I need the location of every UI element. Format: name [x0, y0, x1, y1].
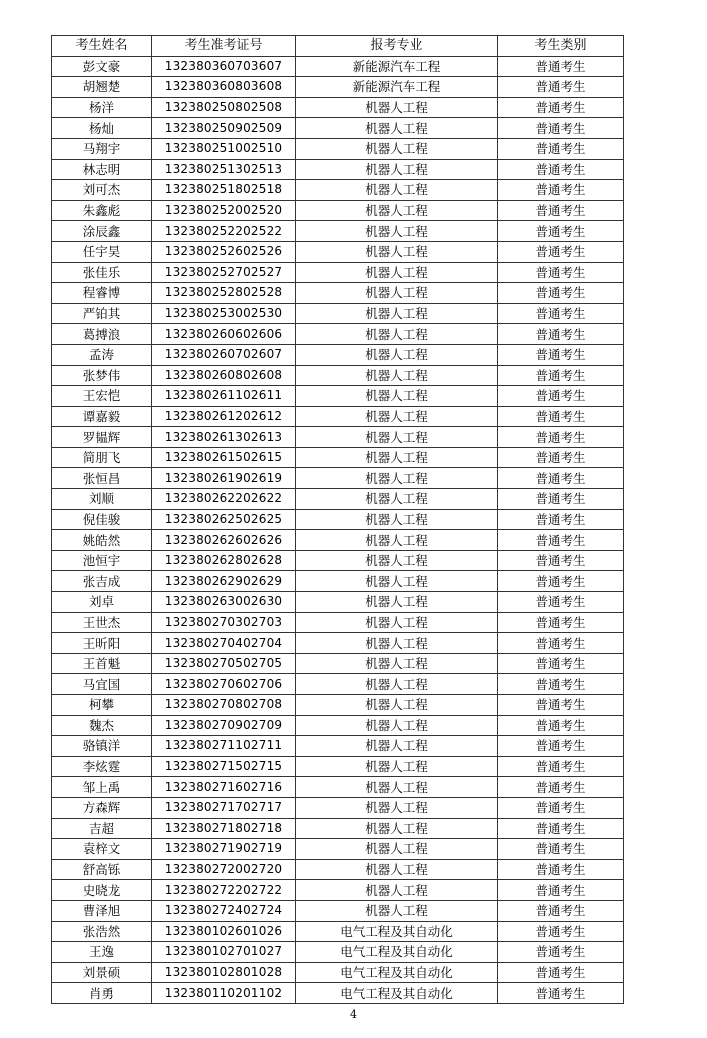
category-cell: 普通考生	[498, 200, 624, 221]
table-row	[52, 550, 624, 571]
student-name-cell: 刘顺	[52, 489, 152, 510]
student-name-cell: 简朋飞	[52, 447, 152, 468]
admission-number-cell: 132380110201102	[152, 983, 296, 1004]
category-cell: 普通考生	[498, 859, 624, 880]
category-cell: 普通考生	[498, 653, 624, 674]
major-cell: 机器人工程	[296, 427, 498, 448]
admission-number-cell: 132380102701027	[152, 942, 296, 963]
category-cell: 普通考生	[498, 756, 624, 777]
category-cell: 普通考生	[498, 56, 624, 77]
category-cell: 普通考生	[498, 592, 624, 613]
category-cell: 普通考生	[498, 489, 624, 510]
admission-number-cell: 132380251002510	[152, 138, 296, 159]
admission-number-cell: 132380251302513	[152, 159, 296, 180]
student-name-cell: 彭文豪	[52, 56, 152, 77]
major-cell: 机器人工程	[296, 344, 498, 365]
major-cell: 机器人工程	[296, 653, 498, 674]
student-name-cell: 王首魁	[52, 653, 152, 674]
admission-number-cell: 132380102801028	[152, 962, 296, 983]
category-cell: 普通考生	[498, 797, 624, 818]
table-row	[52, 900, 624, 921]
student-name-cell: 肖勇	[52, 983, 152, 1004]
category-cell: 普通考生	[498, 180, 624, 201]
student-name-cell: 严铂其	[52, 303, 152, 324]
major-cell: 机器人工程	[296, 303, 498, 324]
table-header-row	[52, 36, 624, 57]
category-cell: 普通考生	[498, 880, 624, 901]
admission-number-cell: 132380270502705	[152, 653, 296, 674]
student-name-cell: 王昕阳	[52, 633, 152, 654]
category-cell: 普通考生	[498, 736, 624, 757]
category-cell: 普通考生	[498, 365, 624, 386]
student-name-cell: 程睿博	[52, 283, 152, 304]
category-cell: 普通考生	[498, 942, 624, 963]
student-name-cell: 张梦伟	[52, 365, 152, 386]
student-name-cell: 倪佳骏	[52, 509, 152, 530]
table-row	[52, 221, 624, 242]
student-name-cell: 谭嘉毅	[52, 406, 152, 427]
category-cell: 普通考生	[498, 344, 624, 365]
major-cell: 机器人工程	[296, 777, 498, 798]
student-name-cell: 杨灿	[52, 118, 152, 139]
student-name-cell: 曹泽旭	[52, 900, 152, 921]
admission-number-cell: 132380270402704	[152, 633, 296, 654]
major-cell: 机器人工程	[296, 180, 498, 201]
student-name-cell: 张恒昌	[52, 468, 152, 489]
admission-number-cell: 132380251802518	[152, 180, 296, 201]
admission-number-cell: 132380253002530	[152, 303, 296, 324]
major-cell: 机器人工程	[296, 200, 498, 221]
category-cell: 普通考生	[498, 241, 624, 262]
admission-number-cell: 132380272402724	[152, 900, 296, 921]
student-name-cell: 王宏恺	[52, 386, 152, 407]
category-cell: 普通考生	[498, 550, 624, 571]
table-row	[52, 262, 624, 283]
student-name-cell: 史晓龙	[52, 880, 152, 901]
admission-number-cell: 132380252602526	[152, 241, 296, 262]
student-name-cell: 涂辰鑫	[52, 221, 152, 242]
table-row	[52, 612, 624, 633]
major-cell: 机器人工程	[296, 118, 498, 139]
table-row	[52, 818, 624, 839]
table-row	[52, 489, 624, 510]
student-name-cell: 方森辉	[52, 797, 152, 818]
category-cell: 普通考生	[498, 283, 624, 304]
student-name-cell: 王世杰	[52, 612, 152, 633]
major-cell: 电气工程及其自动化	[296, 962, 498, 983]
table-row	[52, 56, 624, 77]
category-cell: 普通考生	[498, 633, 624, 654]
table-body	[52, 56, 624, 1003]
major-cell: 机器人工程	[296, 756, 498, 777]
major-cell: 机器人工程	[296, 159, 498, 180]
table-row	[52, 180, 624, 201]
major-cell: 机器人工程	[296, 97, 498, 118]
admission-number-cell: 132380260602606	[152, 324, 296, 345]
admission-number-cell: 132380252002520	[152, 200, 296, 221]
student-name-cell: 任宇昊	[52, 241, 152, 262]
table-row	[52, 942, 624, 963]
header-major: 报考专业	[296, 36, 498, 57]
category-cell: 普通考生	[498, 571, 624, 592]
admission-number-cell: 132380271502715	[152, 756, 296, 777]
student-name-cell: 魏杰	[52, 715, 152, 736]
category-cell: 普通考生	[498, 262, 624, 283]
table-row	[52, 695, 624, 716]
major-cell: 机器人工程	[296, 221, 498, 242]
table-row	[52, 509, 624, 530]
table-row	[52, 303, 624, 324]
major-cell: 电气工程及其自动化	[296, 942, 498, 963]
student-name-cell: 张吉成	[52, 571, 152, 592]
admission-number-cell: 132380252802528	[152, 283, 296, 304]
table-row	[52, 97, 624, 118]
student-name-cell: 袁梓文	[52, 839, 152, 860]
header-category: 考生类别	[498, 36, 624, 57]
category-cell: 普通考生	[498, 962, 624, 983]
admission-number-cell: 132380271702717	[152, 797, 296, 818]
major-cell: 机器人工程	[296, 241, 498, 262]
table-row	[52, 859, 624, 880]
admission-number-cell: 132380252202522	[152, 221, 296, 242]
major-cell: 机器人工程	[296, 550, 498, 571]
category-cell: 普通考生	[498, 983, 624, 1004]
major-cell: 机器人工程	[296, 839, 498, 860]
student-name-cell: 骆镇洋	[52, 736, 152, 757]
table-row	[52, 653, 624, 674]
major-cell: 新能源汽车工程	[296, 77, 498, 98]
major-cell: 机器人工程	[296, 695, 498, 716]
category-cell: 普通考生	[498, 695, 624, 716]
category-cell: 普通考生	[498, 324, 624, 345]
admission-number-cell: 132380270302703	[152, 612, 296, 633]
category-cell: 普通考生	[498, 97, 624, 118]
admission-number-cell: 132380272002720	[152, 859, 296, 880]
admission-number-cell: 132380270602706	[152, 674, 296, 695]
major-cell: 机器人工程	[296, 612, 498, 633]
student-name-cell: 王逸	[52, 942, 152, 963]
student-name-cell: 舒高铄	[52, 859, 152, 880]
category-cell: 普通考生	[498, 159, 624, 180]
major-cell: 机器人工程	[296, 859, 498, 880]
category-cell: 普通考生	[498, 303, 624, 324]
major-cell: 机器人工程	[296, 530, 498, 551]
admission-number-cell: 132380271902719	[152, 839, 296, 860]
table-row	[52, 241, 624, 262]
major-cell: 机器人工程	[296, 283, 498, 304]
table-row	[52, 77, 624, 98]
admission-number-cell: 132380102601026	[152, 921, 296, 942]
category-cell: 普通考生	[498, 221, 624, 242]
major-cell: 机器人工程	[296, 592, 498, 613]
category-cell: 普通考生	[498, 921, 624, 942]
major-cell: 机器人工程	[296, 509, 498, 530]
table-row	[52, 736, 624, 757]
admission-number-cell: 132380261302613	[152, 427, 296, 448]
student-name-cell: 马翔宇	[52, 138, 152, 159]
student-name-cell: 张浩然	[52, 921, 152, 942]
header-student-name: 考生姓名	[52, 36, 152, 57]
table-row	[52, 962, 624, 983]
admission-number-cell: 132380360803608	[152, 77, 296, 98]
major-cell: 机器人工程	[296, 386, 498, 407]
student-name-cell: 刘卓	[52, 592, 152, 613]
table-row	[52, 159, 624, 180]
admission-number-cell: 132380271602716	[152, 777, 296, 798]
category-cell: 普通考生	[498, 447, 624, 468]
admission-number-cell: 132380262202622	[152, 489, 296, 510]
table-row	[52, 592, 624, 613]
category-cell: 普通考生	[498, 715, 624, 736]
admission-number-cell: 132380272202722	[152, 880, 296, 901]
student-name-cell: 孟涛	[52, 344, 152, 365]
student-name-cell: 邹上禹	[52, 777, 152, 798]
category-cell: 普通考生	[498, 900, 624, 921]
major-cell: 机器人工程	[296, 715, 498, 736]
table-row	[52, 880, 624, 901]
category-cell: 普通考生	[498, 386, 624, 407]
student-name-cell: 柯攀	[52, 695, 152, 716]
table-row	[52, 797, 624, 818]
table-row	[52, 365, 624, 386]
table-row	[52, 447, 624, 468]
major-cell: 机器人工程	[296, 324, 498, 345]
admission-number-cell: 132380260702607	[152, 344, 296, 365]
major-cell: 机器人工程	[296, 406, 498, 427]
page-number: 4	[350, 1008, 357, 1021]
table-row	[52, 715, 624, 736]
admission-number-cell: 132380261502615	[152, 447, 296, 468]
student-name-cell: 刘可杰	[52, 180, 152, 201]
table-row	[52, 118, 624, 139]
table-row	[52, 571, 624, 592]
category-cell: 普通考生	[498, 530, 624, 551]
admission-number-cell: 132380271102711	[152, 736, 296, 757]
student-name-cell: 吉超	[52, 818, 152, 839]
table-row	[52, 756, 624, 777]
student-name-cell: 姚皓然	[52, 530, 152, 551]
table-row	[52, 283, 624, 304]
category-cell: 普通考生	[498, 818, 624, 839]
admission-table	[51, 35, 624, 1004]
admission-number-cell: 132380261902619	[152, 468, 296, 489]
major-cell: 机器人工程	[296, 818, 498, 839]
admission-number-cell: 132380262802628	[152, 550, 296, 571]
admission-number-cell: 132380261102611	[152, 386, 296, 407]
category-cell: 普通考生	[498, 777, 624, 798]
major-cell: 机器人工程	[296, 365, 498, 386]
major-cell: 机器人工程	[296, 262, 498, 283]
admission-number-cell: 132380261202612	[152, 406, 296, 427]
table-row	[52, 386, 624, 407]
table-row	[52, 633, 624, 654]
table-row	[52, 530, 624, 551]
table-row	[52, 921, 624, 942]
student-name-cell: 刘景硕	[52, 962, 152, 983]
student-name-cell: 张佳乐	[52, 262, 152, 283]
table-row	[52, 200, 624, 221]
major-cell: 机器人工程	[296, 900, 498, 921]
category-cell: 普通考生	[498, 138, 624, 159]
admission-number-cell: 132380250802508	[152, 97, 296, 118]
student-name-cell: 朱鑫彪	[52, 200, 152, 221]
major-cell: 机器人工程	[296, 797, 498, 818]
category-cell: 普通考生	[498, 612, 624, 633]
category-cell: 普通考生	[498, 674, 624, 695]
admission-number-cell: 132380262902629	[152, 571, 296, 592]
major-cell: 电气工程及其自动化	[296, 983, 498, 1004]
admission-number-cell: 132380250902509	[152, 118, 296, 139]
admission-number-cell: 132380270902709	[152, 715, 296, 736]
student-name-cell: 杨洋	[52, 97, 152, 118]
admission-number-cell: 132380262502625	[152, 509, 296, 530]
category-cell: 普通考生	[498, 406, 624, 427]
major-cell: 机器人工程	[296, 633, 498, 654]
student-name-cell: 李炫霆	[52, 756, 152, 777]
student-name-cell: 胡翘楚	[52, 77, 152, 98]
table-row	[52, 468, 624, 489]
header-admission-number: 考生准考证号	[152, 36, 296, 57]
category-cell: 普通考生	[498, 468, 624, 489]
admission-number-cell: 132380360703607	[152, 56, 296, 77]
major-cell: 机器人工程	[296, 571, 498, 592]
table-row	[52, 674, 624, 695]
student-name-cell: 罗韫辉	[52, 427, 152, 448]
category-cell: 普通考生	[498, 839, 624, 860]
student-name-cell: 葛搏浪	[52, 324, 152, 345]
table-row	[52, 983, 624, 1004]
table-row	[52, 427, 624, 448]
table-row	[52, 839, 624, 860]
major-cell: 机器人工程	[296, 674, 498, 695]
major-cell: 电气工程及其自动化	[296, 921, 498, 942]
table-row	[52, 777, 624, 798]
admission-number-cell: 132380263002630	[152, 592, 296, 613]
admission-number-cell: 132380262602626	[152, 530, 296, 551]
table-row	[52, 138, 624, 159]
category-cell: 普通考生	[498, 118, 624, 139]
category-cell: 普通考生	[498, 427, 624, 448]
major-cell: 机器人工程	[296, 447, 498, 468]
major-cell: 机器人工程	[296, 489, 498, 510]
admission-number-cell: 132380252702527	[152, 262, 296, 283]
admission-number-cell: 132380271802718	[152, 818, 296, 839]
major-cell: 机器人工程	[296, 138, 498, 159]
admission-number-cell: 132380270802708	[152, 695, 296, 716]
table-row	[52, 324, 624, 345]
student-name-cell: 池恒宇	[52, 550, 152, 571]
major-cell: 机器人工程	[296, 880, 498, 901]
major-cell: 机器人工程	[296, 468, 498, 489]
category-cell: 普通考生	[498, 77, 624, 98]
major-cell: 新能源汽车工程	[296, 56, 498, 77]
student-name-cell: 马宜国	[52, 674, 152, 695]
category-cell: 普通考生	[498, 509, 624, 530]
table-row	[52, 344, 624, 365]
admission-number-cell: 132380260802608	[152, 365, 296, 386]
major-cell: 机器人工程	[296, 736, 498, 757]
table-row	[52, 406, 624, 427]
student-name-cell: 林志明	[52, 159, 152, 180]
